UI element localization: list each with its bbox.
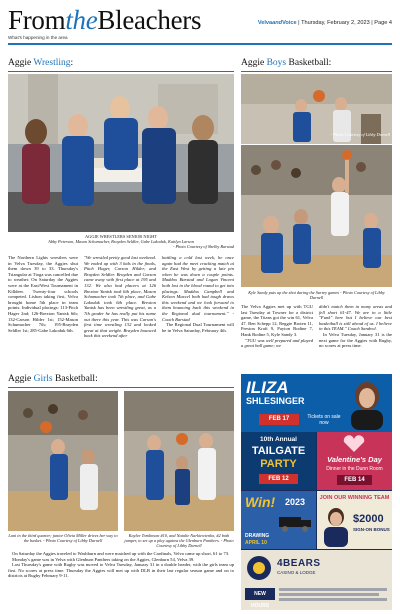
ad-tailgate-line3: PARTY (260, 458, 297, 470)
girls-photo-1-caption: Lani in the third quarter; junior Olivia Miller drives her way to the basket. - Photo Courtesy of Libby Darnell (8, 533, 118, 544)
newspaper-subtitle: What's happening in the area (8, 35, 68, 40)
ad-iliza-tickets: Tickets on sale now (307, 414, 341, 426)
ad-hours-label: NEW HOURS (245, 588, 275, 600)
ad-join-panel (317, 491, 392, 549)
wrestling-heading-rule (8, 71, 234, 72)
ad-valentine-panel (317, 432, 392, 490)
ad-join-amount: $2000 (353, 513, 384, 525)
ad-tailgate-panel (241, 432, 316, 490)
paper-date-line: VelvaandVoice | Thursday, February 2, 2023 | Page 4 (257, 20, 392, 26)
ad-iliza-date: FEB 17 (259, 414, 299, 425)
ad-iliza-portrait (345, 378, 389, 430)
ad-join-title: JOIN OUR WINNING TEAM (319, 495, 390, 501)
ad-win-year: 2023 (285, 497, 306, 507)
ad-brand-name: 4BEARS (277, 558, 321, 569)
heart-icon (342, 435, 366, 453)
boys-photo-2-caption: Kyle Sandy puts up the shot during the Surrey games - Photo Courtesy of Libby Darnell (248, 290, 385, 301)
ad-valentine-sub: Dinner in the Dunn Room (326, 466, 383, 472)
truck-icon (277, 511, 313, 533)
ad-valentine-title: Valentine's Day (327, 455, 382, 464)
wrestling-article-col1: The Northern Lights wrestlers were in Velva Tuesday, the Aggies shut them down 39 to 33. Thursday's Triangular at Tioga was cancelled due to weather. On Saturday the Aggies were at the East/West Tournament in Killdeer. Twenty-four schools competed. Lisbon taking first, Velva brought home 5th place in team points. Individual placings: 113-Pitch Hager 2nd; 126-Brexton Yantsk 6th; 132-Carson Hilder 1st; 152-Mason Schumacher 7th; 195-Brayden Seldler 1st; 285-Gabe Lakoduk 6th. (8, 255, 78, 333)
girls-photo-2-caption: Kaylee Tomlinson #10, and Natalie Narkiewienko, #2 both jumper, to set up a play against the Glenburn Panthers. - Photo Courtesy of Libby Darnell (124, 533, 234, 549)
newspaper-title: FromtheBleachers (8, 5, 202, 35)
ad-win-drawing: DRAWING (245, 533, 270, 539)
girls-photo-1 (8, 391, 118, 531)
boys-article-col2: didn't match them in many areas and fell short 61-47. We are in a little "Funk" here but I believe our best basketball is still ahead of us. I believe in this TEAM." Coach Sandvol. In Velva Tuesday, January 31 is the next game for the Aggies with Rugby, no scores at press time. (319, 304, 392, 349)
masthead-rule (8, 43, 392, 45)
ad-iliza-name: ILIZA (246, 378, 289, 397)
ad-tailgate-line1: 10th Annual (260, 436, 297, 443)
ad-tailgate-line2: TAILGATE (251, 445, 306, 457)
ad-tailgate-date: FEB 12 (259, 474, 298, 484)
girls-article: On Saturday the Aggies traveled to Washburn and were matched up with the Cardinals, Velva came up short, 61 to 73. Monday's game was in Velva with Glenburn Panthers taking on the Aggies, Glenburn 54, Velva 39. Last Thursday's game with Rugby was moved to Velva Tuesday, January 31 in a double header, with the girls team up first. No scores at press time. Thursday the Aggies will met up with DLB in their last regular season game and on to districts at Rugby February 9-11. (8, 551, 234, 579)
girls-heading-rule (8, 387, 234, 388)
ad-hours-fine-print-3 (279, 598, 387, 601)
boys-photo-1-caption: - Photo Courtesy of Libby Darnell (330, 132, 390, 137)
girls-photo-2 (124, 391, 234, 531)
ad-hours-fine-print-1 (279, 588, 387, 591)
wrestling-photo-caption: AGGIE WRESTLERS SENIOR NIGHT Abby Peterson, Mason Schumacher, Brayden Seldler, Gabe Lakoduk, Kaitlyn Larson - Photo Courtesy of Shelby Barstad (48, 234, 234, 250)
boys-heading-rule (241, 71, 392, 72)
bear-logo-icon (245, 554, 273, 582)
ad-brand-sub: CASINO & LODGE (277, 570, 316, 575)
ad-hours-fine-print-2 (279, 593, 379, 596)
casino-advertisement (241, 374, 392, 610)
wrestling-senior-night-photo (8, 74, 234, 232)
boys-photo-2 (241, 145, 392, 287)
wrestling-heading: Aggie Wrestling: (8, 58, 74, 68)
ad-join-sub: SIGN-ON BONUS (353, 527, 390, 532)
boys-heading: Aggie Boys Basketball: (241, 58, 332, 68)
ad-win-panel (241, 491, 316, 549)
masthead (8, 6, 392, 42)
ad-bottom-strip (241, 550, 392, 610)
ad-join-portrait (321, 505, 351, 547)
ad-win-title: Win! (245, 494, 276, 510)
ad-valentine-date: FEB 14 (337, 475, 372, 485)
ad-win-date: APRIL 10 (245, 540, 267, 546)
ad-iliza-banner (241, 374, 392, 432)
ad-iliza-sub: SHLESINGER (246, 396, 305, 406)
girls-heading: Aggie Girls Basketball: (8, 374, 98, 384)
wrestling-article-col2: "We wrestled pretty good last weekend. We ended up with 3 kids in the finals, Pitch Hager, Carson Hilder, and Brayden Seldler. Brayden and Carson came away with first place at 195 and 132. We also had placers at 126 Brexton Yantsk took 6th place, Mason Schumacher took 7th place, and Gabe Lakoduk took 6th place. Brexton Yantsk has been wrestling great, as a 7th grader he has really put his name out there this year. This was Carson's first time wrestling 132 and looked great at that weight. Brayden bounced back this weekend after (84, 255, 156, 339)
wrestling-article-col3: battling a cold last week, he once again had the meet cracking match at the East West by getting a late pin when he was down a couple points. Maddox Barstad and Logan Vincent both lost in the blood round to get into placings. Maddox Campbell and Kelson Maxcel both had tough draws this weekend and we look forward to them bouncing back this weekend in the Regional dual tournament." - Coach Barstad The Regional Dual Tournament will be in Velva Saturday, February 4th. (162, 255, 234, 333)
boys-article-col1: The Velva Aggies met up with TGU last Tuesday at Towner for a district game, the Titans got the win 61, Velva 47. Ben Schepp 12, Reggie Broten 11, Preston Kraft 9, Payton Bodine 7, Hank Bodine 5, Kyle Sandy 3. "TGU was well prepared and played a great ball game; we (241, 304, 313, 349)
